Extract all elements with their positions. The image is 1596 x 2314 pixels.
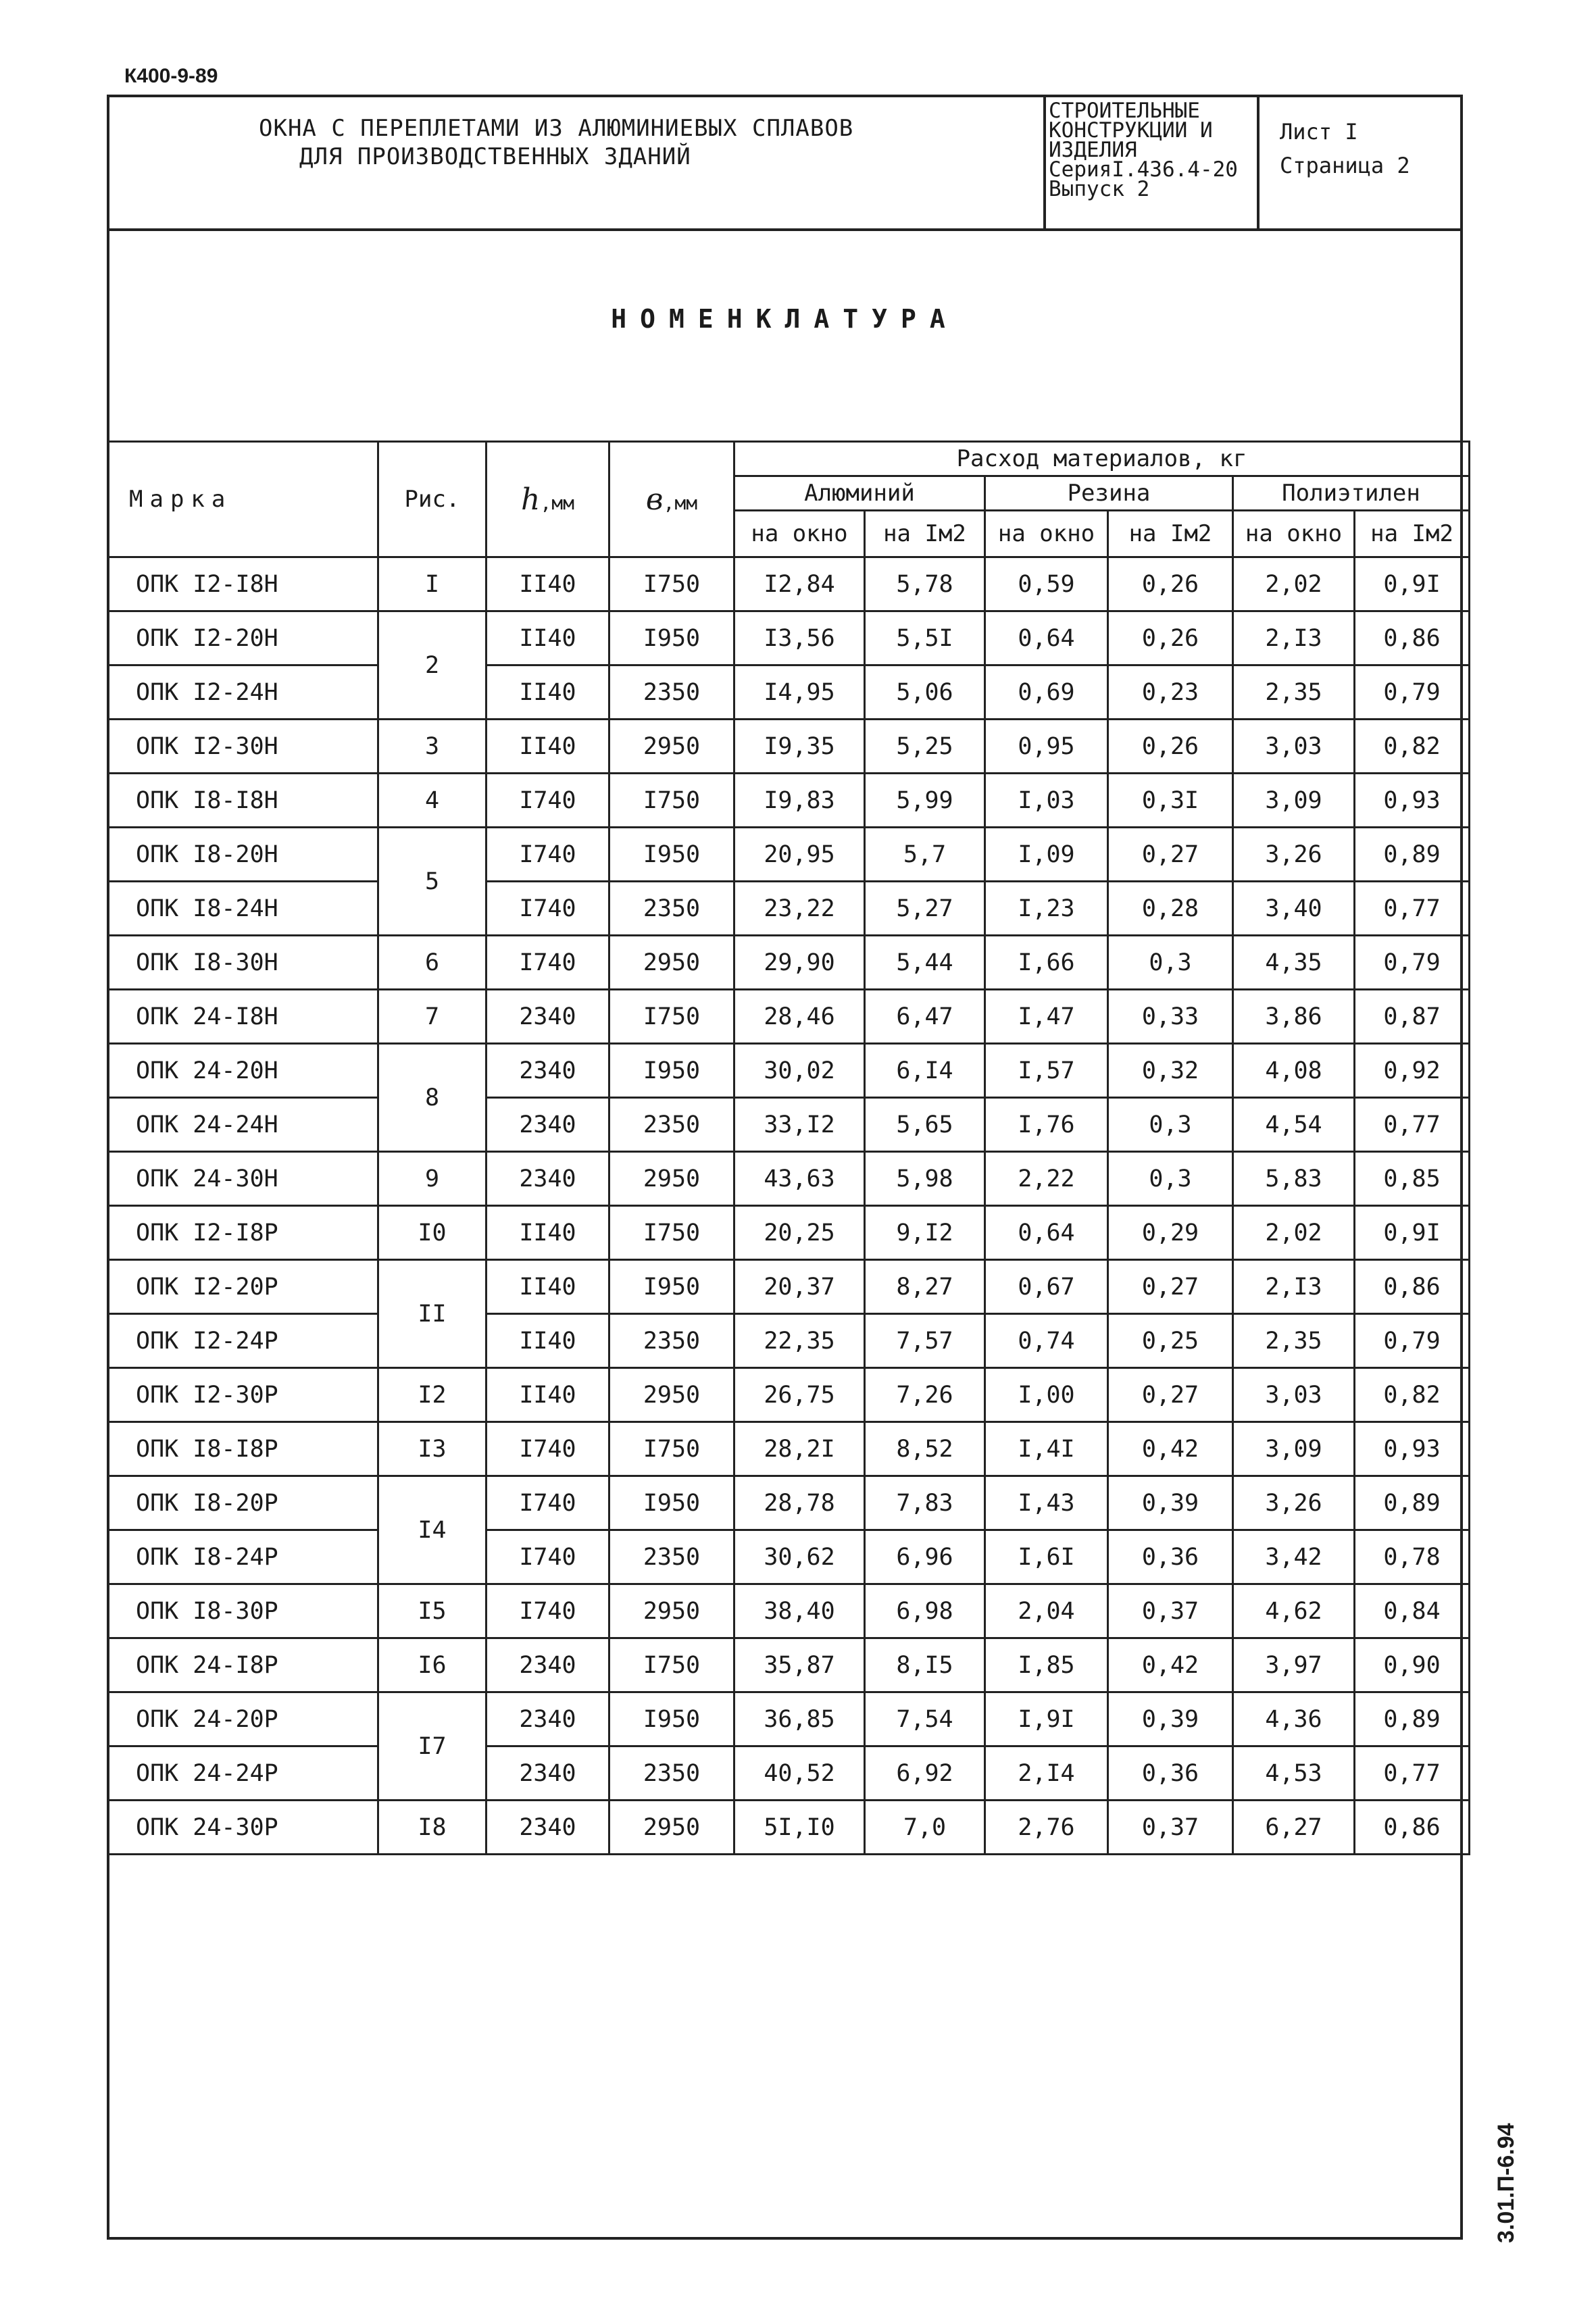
cell-al-w: 43,63 [734, 1152, 865, 1206]
cell-al-m: 7,57 [865, 1314, 985, 1368]
cell-ru-m: 0,26 [1108, 720, 1233, 774]
cell-fig: I5 [378, 1584, 487, 1638]
table-row [108, 1098, 1470, 1152]
cell-pe-w: 2,I3 [1233, 611, 1355, 665]
cell-ru-m: 0,3 [1108, 936, 1233, 990]
cell-pe-m: 0,79 [1355, 1314, 1470, 1368]
cell-mark: ОПК 24-30Н [108, 1152, 378, 1206]
cell-b: 2950 [609, 720, 734, 774]
cell-ru-w: 2,76 [985, 1801, 1108, 1855]
cell-fig: 7 [378, 990, 487, 1044]
cell-mark: ОПК I2-I8Р [108, 1206, 378, 1260]
table-row [108, 882, 1470, 936]
cell-al-m: 5,99 [865, 774, 985, 828]
table-row [108, 665, 1470, 720]
cell-al-m: 5,98 [865, 1152, 985, 1206]
table-row [108, 990, 1470, 1044]
cell-h: I740 [487, 1530, 609, 1584]
cell-ru-m: 0,32 [1108, 1044, 1233, 1098]
table-row [108, 1260, 1470, 1314]
cell-al-m: 6,98 [865, 1584, 985, 1638]
cell-b: 2350 [609, 1746, 734, 1801]
cell-ru-m: 0,36 [1108, 1530, 1233, 1584]
cell-pe-w: 3,97 [1233, 1638, 1355, 1692]
cell-pe-w: 4,35 [1233, 936, 1355, 990]
cell-ru-m: 0,28 [1108, 882, 1233, 936]
cell-b: I950 [609, 1260, 734, 1314]
cell-fig: I4 [378, 1476, 487, 1584]
cell-mark: ОПК I2-24Н [108, 665, 378, 720]
cell-al-w: 30,02 [734, 1044, 865, 1098]
table-row [108, 774, 1470, 828]
cell-mark: ОПК I8-24Н [108, 882, 378, 936]
cell-fig: 5 [378, 828, 487, 936]
cell-fig: 9 [378, 1152, 487, 1206]
cell-ru-m: 0,37 [1108, 1801, 1233, 1855]
cell-pe-w: 3,26 [1233, 1476, 1355, 1530]
cell-b: 2950 [609, 1368, 734, 1422]
cell-al-w: 28,46 [734, 990, 865, 1044]
cell-al-w: 26,75 [734, 1368, 865, 1422]
cell-b: I950 [609, 1476, 734, 1530]
cell-fig: I3 [378, 1422, 487, 1476]
side-archive-code: 3.01.П-6.94 [1493, 2123, 1519, 2243]
cell-h: I740 [487, 1476, 609, 1530]
cell-fig: I0 [378, 1206, 487, 1260]
cell-mark: ОПК 24-20Р [108, 1692, 378, 1746]
series-line-2: КОНСТРУКЦИИ И [1049, 118, 1213, 143]
nomenclature-table [107, 441, 1470, 1855]
cell-b: I750 [609, 990, 734, 1044]
cell-pe-w: 3,42 [1233, 1530, 1355, 1584]
cell-b: 2350 [609, 882, 734, 936]
cell-fig: 2 [378, 611, 487, 720]
header-aluminum: Алюминий [734, 476, 985, 511]
header-brand: Марка [108, 442, 378, 557]
cell-pe-m: 0,86 [1355, 611, 1470, 665]
cell-al-w: 35,87 [734, 1638, 865, 1692]
cell-mark: ОПК I2-20Р [108, 1260, 378, 1314]
cell-al-w: 20,37 [734, 1260, 865, 1314]
cell-pe-m: 0,82 [1355, 720, 1470, 774]
table-body [108, 557, 1470, 1855]
cell-mark: ОПК 24-I8Н [108, 990, 378, 1044]
table-row [108, 611, 1470, 665]
series-cell [1046, 95, 1260, 228]
table-row [108, 1530, 1470, 1584]
cell-h: 2340 [487, 1152, 609, 1206]
cell-mark: ОПК I8-20Р [108, 1476, 378, 1530]
cell-al-w: 28,78 [734, 1476, 865, 1530]
cell-fig: I [378, 557, 487, 611]
cell-ru-w: 0,67 [985, 1260, 1108, 1314]
cell-h: II40 [487, 1368, 609, 1422]
cell-h: I740 [487, 774, 609, 828]
cell-ru-w: I,23 [985, 882, 1108, 936]
cell-al-w: 30,62 [734, 1530, 865, 1584]
cell-h: 2340 [487, 1638, 609, 1692]
header-fig: Рис. [378, 442, 487, 557]
cell-b: I750 [609, 1638, 734, 1692]
cell-pe-w: 2,35 [1233, 1314, 1355, 1368]
cell-b: I950 [609, 611, 734, 665]
cell-ru-w: 2,04 [985, 1584, 1108, 1638]
cell-fig: I2 [378, 1368, 487, 1422]
table-row [108, 1044, 1470, 1098]
cell-mark: ОПК I8-30Н [108, 936, 378, 990]
cell-al-w: 20,25 [734, 1206, 865, 1260]
cell-pe-m: 0,87 [1355, 990, 1470, 1044]
cell-ru-w: I,03 [985, 774, 1108, 828]
cell-h: II40 [487, 611, 609, 665]
cell-h: I740 [487, 1422, 609, 1476]
cell-ru-m: 0,42 [1108, 1422, 1233, 1476]
header-rubber: Резина [985, 476, 1233, 511]
cell-pe-m: 0,89 [1355, 1476, 1470, 1530]
cell-al-m: 6,I4 [865, 1044, 985, 1098]
cell-pe-m: 0,82 [1355, 1368, 1470, 1422]
header-ru-per-window: на окно [985, 511, 1108, 557]
cell-pe-m: 0,79 [1355, 665, 1470, 720]
cell-ru-w: 2,22 [985, 1152, 1108, 1206]
sheet-cell [1260, 95, 1460, 228]
cell-al-w: I2,84 [734, 557, 865, 611]
cell-b: I950 [609, 1044, 734, 1098]
cell-b: I750 [609, 774, 734, 828]
cell-al-m: 6,47 [865, 990, 985, 1044]
cell-b: I950 [609, 1692, 734, 1746]
table-row [108, 1206, 1470, 1260]
table-row [108, 1801, 1470, 1855]
header-h [487, 442, 609, 557]
cell-ru-w: I,9I [985, 1692, 1108, 1746]
header-ru-per-m2: на Iм2 [1108, 511, 1233, 557]
cell-mark: ОПК I8-24Р [108, 1530, 378, 1584]
cell-al-w: 36,85 [734, 1692, 865, 1746]
cell-mark: ОПК I8-30Р [108, 1584, 378, 1638]
cell-pe-w: 4,36 [1233, 1692, 1355, 1746]
cell-al-w: 5I,I0 [734, 1801, 865, 1855]
cell-ru-m: 0,42 [1108, 1638, 1233, 1692]
header-b [609, 442, 734, 557]
cell-h: II40 [487, 557, 609, 611]
cell-ru-w: 0,64 [985, 611, 1108, 665]
table-row [108, 1476, 1470, 1530]
series-line-3: ИЗДЕЛИЯ [1049, 138, 1137, 162]
cell-pe-w: 6,27 [1233, 1801, 1355, 1855]
cell-b: 2350 [609, 665, 734, 720]
table-row [108, 1368, 1470, 1422]
cell-pe-w: 3,09 [1233, 774, 1355, 828]
cell-ru-m: 0,25 [1108, 1314, 1233, 1368]
cell-pe-w: 4,08 [1233, 1044, 1355, 1098]
cell-pe-m: 0,9I [1355, 557, 1470, 611]
cell-fig: I6 [378, 1638, 487, 1692]
page-heading: НОМЕНКЛАТУРА [611, 304, 959, 334]
cell-pe-w: 2,02 [1233, 557, 1355, 611]
cell-ru-m: 0,3I [1108, 774, 1233, 828]
table-row [108, 557, 1470, 611]
table-row [108, 1638, 1470, 1692]
cell-h: II40 [487, 1260, 609, 1314]
cell-ru-m: 0,27 [1108, 828, 1233, 882]
cell-al-m: 6,96 [865, 1530, 985, 1584]
cell-al-w: 23,22 [734, 882, 865, 936]
cell-pe-m: 0,90 [1355, 1638, 1470, 1692]
header-h-symbol: h [521, 482, 541, 517]
cell-fig: I7 [378, 1692, 487, 1801]
cell-mark: ОПК 24-24Р [108, 1746, 378, 1801]
cell-al-w: 40,52 [734, 1746, 865, 1801]
title-cell [107, 95, 1046, 228]
cell-al-m: 7,0 [865, 1801, 985, 1855]
cell-ru-w: I,76 [985, 1098, 1108, 1152]
cell-mark: ОПК 24-30Р [108, 1801, 378, 1855]
cell-pe-w: 2,35 [1233, 665, 1355, 720]
cell-b: 2950 [609, 1801, 734, 1855]
cell-pe-w: 3,40 [1233, 882, 1355, 936]
cell-ru-w: I,43 [985, 1476, 1108, 1530]
cell-b: 2950 [609, 936, 734, 990]
series-line-4: СерияI.436.4-20 [1049, 157, 1238, 182]
cell-h: I740 [487, 828, 609, 882]
cell-h: 2340 [487, 1098, 609, 1152]
cell-mark: ОПК I2-30Р [108, 1368, 378, 1422]
cell-al-m: 5,44 [865, 936, 985, 990]
header-pe-per-window: на окно [1233, 511, 1355, 557]
cell-ru-w: I,00 [985, 1368, 1108, 1422]
cell-fig: 6 [378, 936, 487, 990]
cell-al-m: 8,52 [865, 1422, 985, 1476]
cell-al-w: 38,40 [734, 1584, 865, 1638]
cell-mark: ОПК I2-24Р [108, 1314, 378, 1368]
cell-ru-m: 0,39 [1108, 1476, 1233, 1530]
cell-al-w: 28,2I [734, 1422, 865, 1476]
cell-h: II40 [487, 720, 609, 774]
cell-ru-w: 0,69 [985, 665, 1108, 720]
header-consumption: Расход материалов, кг [734, 442, 1470, 476]
cell-ru-w: 0,74 [985, 1314, 1108, 1368]
cell-ru-m: 0,23 [1108, 665, 1233, 720]
table-row [108, 1746, 1470, 1801]
cell-ru-w: I,4I [985, 1422, 1108, 1476]
header-b-symbol: в [645, 482, 664, 517]
cell-al-m: 7,54 [865, 1692, 985, 1746]
sheet-number: Лист I [1280, 119, 1358, 145]
cell-al-w: I9,35 [734, 720, 865, 774]
cell-ru-w: 0,95 [985, 720, 1108, 774]
series-line-5: Выпуск 2 [1049, 177, 1150, 201]
cell-ru-m: 0,37 [1108, 1584, 1233, 1638]
cell-pe-m: 0,86 [1355, 1801, 1470, 1855]
cell-ru-m: 0,33 [1108, 990, 1233, 1044]
table-row [108, 1422, 1470, 1476]
header-al-per-m2: на Iм2 [865, 511, 985, 557]
cell-pe-w: 2,I3 [1233, 1260, 1355, 1314]
cell-h: 2340 [487, 1044, 609, 1098]
cell-pe-m: 0,78 [1355, 1530, 1470, 1584]
cell-ru-w: I,6I [985, 1530, 1108, 1584]
cell-pe-m: 0,89 [1355, 1692, 1470, 1746]
cell-pe-m: 0,89 [1355, 828, 1470, 882]
header-h-unit: ,мм [540, 491, 574, 514]
cell-ru-w: 0,59 [985, 557, 1108, 611]
cell-al-m: 7,26 [865, 1368, 985, 1422]
cell-ru-m: 0,3 [1108, 1098, 1233, 1152]
cell-h: 2340 [487, 1746, 609, 1801]
header-polyethylene: Полиэтилен [1233, 476, 1470, 511]
cell-ru-m: 0,27 [1108, 1368, 1233, 1422]
title-line-2: ДЛЯ ПРОИЗВОДСТВЕННЫХ ЗДАНИЙ [299, 143, 691, 170]
cell-al-m: 5,06 [865, 665, 985, 720]
cell-b: I750 [609, 1422, 734, 1476]
cell-ru-m: 0,26 [1108, 557, 1233, 611]
cell-pe-m: 0,9I [1355, 1206, 1470, 1260]
cell-pe-w: 2,02 [1233, 1206, 1355, 1260]
cell-ru-m: 0,29 [1108, 1206, 1233, 1260]
cell-fig: II [378, 1260, 487, 1368]
document-code: К400-9-89 [124, 65, 218, 87]
cell-h: I740 [487, 936, 609, 990]
cell-h: II40 [487, 665, 609, 720]
cell-pe-w: 3,09 [1233, 1422, 1355, 1476]
cell-fig: I8 [378, 1801, 487, 1855]
cell-b: 2950 [609, 1584, 734, 1638]
cell-h: II40 [487, 1314, 609, 1368]
cell-ru-w: I,66 [985, 936, 1108, 990]
cell-al-w: 22,35 [734, 1314, 865, 1368]
cell-al-w: I4,95 [734, 665, 865, 720]
cell-b: I750 [609, 557, 734, 611]
cell-pe-w: 3,86 [1233, 990, 1355, 1044]
cell-pe-w: 3,03 [1233, 720, 1355, 774]
cell-h: 2340 [487, 990, 609, 1044]
cell-al-m: 5,7 [865, 828, 985, 882]
cell-al-m: 9,I2 [865, 1206, 985, 1260]
cell-al-w: 33,I2 [734, 1098, 865, 1152]
cell-al-w: I9,83 [734, 774, 865, 828]
cell-pe-m: 0,93 [1355, 774, 1470, 828]
cell-fig: 8 [378, 1044, 487, 1152]
cell-ru-m: 0,26 [1108, 611, 1233, 665]
cell-h: 2340 [487, 1692, 609, 1746]
cell-mark: ОПК 24-I8Р [108, 1638, 378, 1692]
cell-ru-m: 0,36 [1108, 1746, 1233, 1801]
cell-al-m: 8,27 [865, 1260, 985, 1314]
cell-pe-w: 4,62 [1233, 1584, 1355, 1638]
cell-pe-m: 0,79 [1355, 936, 1470, 990]
cell-al-m: 5,5I [865, 611, 985, 665]
cell-ru-w: I,47 [985, 990, 1108, 1044]
cell-mark: ОПК I2-30Н [108, 720, 378, 774]
cell-h: II40 [487, 1206, 609, 1260]
cell-h: I740 [487, 1584, 609, 1638]
header-al-per-window: на окно [734, 511, 865, 557]
cell-pe-w: 4,54 [1233, 1098, 1355, 1152]
table-row [108, 828, 1470, 882]
title-block [107, 95, 1463, 231]
cell-b: 2350 [609, 1530, 734, 1584]
cell-b: 2350 [609, 1098, 734, 1152]
cell-pe-m: 0,77 [1355, 882, 1470, 936]
cell-ru-w: I,85 [985, 1638, 1108, 1692]
cell-pe-m: 0,86 [1355, 1260, 1470, 1314]
cell-b: 2950 [609, 1152, 734, 1206]
table-row [108, 1584, 1470, 1638]
cell-al-w: I3,56 [734, 611, 865, 665]
cell-al-w: 20,95 [734, 828, 865, 882]
page-number: Страница 2 [1280, 153, 1410, 178]
cell-b: I950 [609, 828, 734, 882]
cell-al-m: 5,27 [865, 882, 985, 936]
cell-h: I740 [487, 882, 609, 936]
cell-ru-w: I,09 [985, 828, 1108, 882]
header-pe-per-m2: на Iм2 [1355, 511, 1470, 557]
cell-al-m: 8,I5 [865, 1638, 985, 1692]
cell-pe-m: 0,85 [1355, 1152, 1470, 1206]
cell-mark: ОПК 24-20Н [108, 1044, 378, 1098]
cell-al-w: 29,90 [734, 936, 865, 990]
cell-mark: ОПК I8-I8Р [108, 1422, 378, 1476]
cell-pe-m: 0,93 [1355, 1422, 1470, 1476]
cell-ru-m: 0,27 [1108, 1260, 1233, 1314]
cell-pe-w: 3,26 [1233, 828, 1355, 882]
cell-ru-w: 2,I4 [985, 1746, 1108, 1801]
cell-pe-m: 0,77 [1355, 1746, 1470, 1801]
cell-mark: ОПК 24-24Н [108, 1098, 378, 1152]
cell-ru-w: 0,64 [985, 1206, 1108, 1260]
table-row [108, 936, 1470, 990]
cell-pe-m: 0,77 [1355, 1098, 1470, 1152]
cell-mark: ОПК I8-I8Н [108, 774, 378, 828]
series-line-1: СТРОИТЕЛЬНЫЕ [1049, 99, 1200, 123]
cell-al-m: 7,83 [865, 1476, 985, 1530]
table-row [108, 1314, 1470, 1368]
cell-ru-m: 0,3 [1108, 1152, 1233, 1206]
cell-al-m: 6,92 [865, 1746, 985, 1801]
cell-b: 2350 [609, 1314, 734, 1368]
cell-h: 2340 [487, 1801, 609, 1855]
header-b-unit: ,мм [663, 491, 698, 514]
cell-al-m: 5,65 [865, 1098, 985, 1152]
cell-fig: 4 [378, 774, 487, 828]
table-row [108, 1692, 1470, 1746]
cell-al-m: 5,25 [865, 720, 985, 774]
cell-mark: ОПК I2-I8Н [108, 557, 378, 611]
cell-b: I750 [609, 1206, 734, 1260]
table-row [108, 720, 1470, 774]
table-row [108, 1152, 1470, 1206]
cell-mark: ОПК I8-20Н [108, 828, 378, 882]
cell-pe-w: 4,53 [1233, 1746, 1355, 1801]
title-line-1: ОКНА С ПЕРЕПЛЕТАМИ ИЗ АЛЮМИНИЕВЫХ СПЛАВОВ [259, 115, 854, 142]
cell-pe-w: 3,03 [1233, 1368, 1355, 1422]
cell-pe-w: 5,83 [1233, 1152, 1355, 1206]
cell-pe-m: 0,92 [1355, 1044, 1470, 1098]
cell-pe-m: 0,84 [1355, 1584, 1470, 1638]
cell-ru-m: 0,39 [1108, 1692, 1233, 1746]
cell-fig: 3 [378, 720, 487, 774]
cell-ru-w: I,57 [985, 1044, 1108, 1098]
cell-al-m: 5,78 [865, 557, 985, 611]
cell-mark: ОПК I2-20Н [108, 611, 378, 665]
